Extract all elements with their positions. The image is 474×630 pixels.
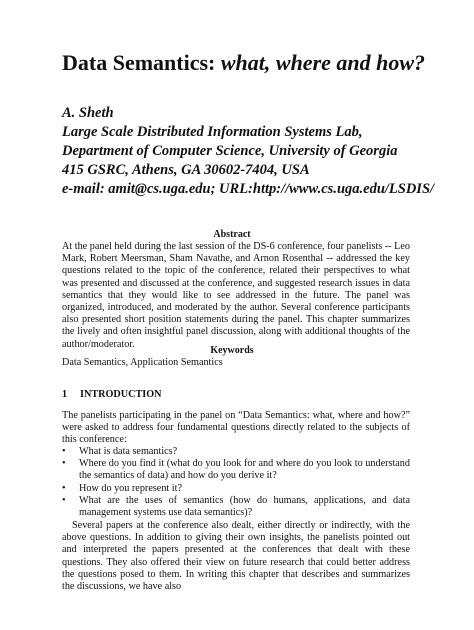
bullet-icon: • bbox=[62, 494, 66, 506]
closing-paragraph: Several papers at the conference also dealt, either directly or indirectly, with the above questions. In addition to giving their own insights, the panelists pointed out and interpreted the papers presented at the conferences that dealt with these questions. They also offered their view on future research that could better address the questions posed to them. In writing this chapter that describes and summarizes the discussions, we have also bbox=[62, 520, 410, 593]
question-text: What is data semantics? bbox=[79, 446, 178, 457]
bullet-icon: • bbox=[62, 446, 66, 457]
section-number: 1 bbox=[62, 389, 68, 400]
paper-title bbox=[62, 50, 425, 76]
author-address: 415 GSRC, Athens, GA 30602-7404, USA bbox=[62, 162, 310, 178]
section-title: INTRODUCTION bbox=[80, 389, 162, 400]
list-item bbox=[62, 446, 410, 458]
question-text: Where do you find it (what do you look for and where do you look to understand the semantics of data) and how do you derive it? bbox=[79, 458, 410, 482]
question-text: How do you represent it? bbox=[79, 482, 182, 494]
author-lab: Large Scale Distributed Information Systems Lab, bbox=[62, 124, 363, 140]
list-item bbox=[62, 458, 410, 482]
author-department: Department of Computer Science, University of Georgia bbox=[62, 143, 398, 159]
title-main: Data Semantics: bbox=[62, 50, 221, 75]
abstract-text: At the panel held during the last session of the DS-6 conference, four panelists -- Leo Mark, Robert Meersman, Sham Navathe, and Arnon Rosenthal -- addressed the key questions related to the topic of the conference, related their perspectives to what was presented and discussed at the conference, and suggested research issues in data semantics that they would like to see addressed in the future. The panel was organized, introduced, and moderated by the author. Several conference participants also presented short position statements during the panel. This chapter summarizes the lively and often insightful panel discussion, along with additional thoughts of the author/moderator. bbox=[62, 241, 410, 350]
bullet-icon: • bbox=[62, 482, 66, 494]
question-text: What are the uses of semantics (how do humans, applications, and data management systems use data semantics)? bbox=[79, 494, 410, 519]
author-contact: e-mail: amit@cs.uga.edu; URL:http://www.cs.uga.edu/LSDIS/ bbox=[62, 181, 435, 197]
keywords-heading: Keywords bbox=[210, 345, 254, 356]
list-item bbox=[62, 495, 410, 519]
author-name: A. Sheth bbox=[62, 105, 114, 121]
list-item bbox=[62, 483, 410, 495]
abstract-heading: Abstract bbox=[213, 229, 251, 240]
keywords-text: Data Semantics, Application Semantics bbox=[62, 357, 223, 368]
author-block bbox=[62, 104, 434, 199]
question-list bbox=[62, 446, 410, 519]
introduction-paragraph: The panelists participating in the panel on “Data Semantics: what, where and how?” were asked to address four fundamental questions directly related to the subjects of this conference: bbox=[62, 410, 410, 446]
bullet-icon: • bbox=[62, 458, 66, 470]
title-italic: what, where and how? bbox=[220, 50, 426, 75]
introduction-heading bbox=[62, 389, 162, 401]
